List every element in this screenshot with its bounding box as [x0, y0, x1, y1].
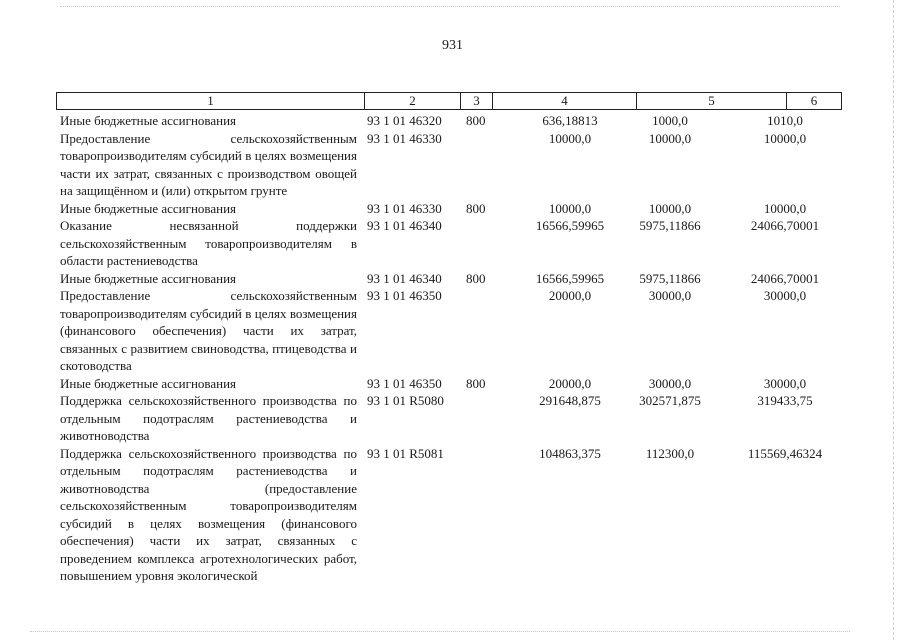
row-code: 93 1 01 46350: [367, 375, 442, 391]
row-value-col5: 1000,0: [652, 113, 688, 128]
scan-top-edge: [60, 6, 840, 7]
row-value-col6: 30000,0: [763, 288, 807, 303]
row-code: 93 1 01 46330: [367, 200, 442, 216]
row-code: 93 1 01 R5081: [367, 445, 444, 461]
row-value-col6: 30000,0: [763, 375, 807, 391]
row-name: Иные бюджетные ассигнования: [60, 200, 237, 216]
header-col-1: 1: [57, 93, 365, 109]
row-name: Предоставление сельскохозяйственным товаропроизводителям субсидий в целях возмещения части их затрат, связанных с производством овощей на защищённом и (или) открытом грунте: [60, 130, 357, 198]
header-col-3: 3: [461, 93, 493, 109]
row-name: Иные бюджетные ассигнования: [60, 113, 237, 128]
table-row: [60, 130, 840, 200]
row-value-col6: 319433,75: [757, 393, 813, 408]
row-value-col6: 10000,0: [763, 130, 807, 146]
row-value-col6: 24066,70001: [750, 270, 820, 286]
row-value-col4: 291648,875: [539, 393, 601, 408]
row-value-col6: 1010,0: [767, 113, 803, 128]
row-value-col5: 10000,0: [648, 200, 692, 216]
row-code: 93 1 01 46350: [367, 288, 442, 303]
row-name: Поддержка сельскохозяйственного производства по отдельным подотраслям растениеводства и животноводства (предоставление сельскохозяйственным товаропроизводителям субсидий в целях возмещения (финансового обеспечения) части их затрат, связанных с проведением комплекса агротехнологических работ, повышением уровня экологической: [60, 445, 357, 583]
row-name: Иные бюджетные ассигнования: [60, 270, 237, 286]
row-value-col4: 10000,0: [548, 200, 592, 216]
row-code: 93 1 01 46340: [367, 218, 442, 233]
row-value-col5: 5975,11866: [639, 218, 701, 233]
header-col-6: 6: [810, 93, 818, 108]
table-row: [60, 217, 840, 270]
table-row: [60, 287, 840, 375]
row-expense-type: 800: [466, 375, 486, 391]
row-value-col5: 302571,875: [639, 393, 701, 408]
row-code: 93 1 01 46320: [367, 113, 442, 128]
header-col-2: 2: [365, 93, 461, 109]
row-value-col4: 20000,0: [548, 288, 592, 303]
row-value-col5: 5975,11866: [639, 270, 701, 286]
table-body: [60, 112, 840, 585]
table-row: [60, 445, 840, 585]
table-header: [56, 92, 842, 110]
scan-right-edge: [893, 0, 894, 640]
table-row: [60, 375, 840, 393]
row-value-col6: 10000,0: [763, 200, 807, 216]
header-col-5: 5: [637, 93, 787, 109]
page-number: 931: [442, 38, 463, 53]
row-value-col4: 10000,0: [548, 130, 592, 146]
table-row: [60, 112, 840, 130]
row-code: 93 1 01 46340: [367, 270, 442, 286]
row-name: Предоставление сельскохозяйственным товаропроизводителям субсидий в целях возмещения (финансового обеспечения) части их затрат, связанных с развитием свиноводства, птицеводства и скотоводства: [60, 288, 357, 373]
row-value-col4: 104863,375: [539, 445, 601, 461]
row-value-col4: 16566,59965: [535, 218, 605, 233]
table-row: [60, 270, 840, 288]
header-col-4: 4: [493, 93, 637, 109]
scan-bottom-edge: [30, 631, 850, 632]
row-value-col6: 115569,46324: [747, 445, 823, 461]
row-name: Поддержка сельскохозяйственного производства по отдельным подотраслям растениеводства и животноводства: [60, 393, 357, 443]
row-value-col4: 20000,0: [548, 375, 592, 391]
row-code: 93 1 01 R5080: [367, 393, 444, 408]
row-value-col4: 636,18813: [542, 113, 598, 128]
row-value-col5: 10000,0: [648, 130, 692, 146]
table-row: [60, 200, 840, 218]
row-code: 93 1 01 46330: [367, 130, 442, 146]
row-value-col5: 112300,0: [645, 445, 695, 461]
table-row: [60, 392, 840, 445]
row-value-col6: 24066,70001: [750, 218, 820, 233]
row-expense-type: 800: [466, 200, 486, 216]
row-name: Иные бюджетные ассигнования: [60, 375, 237, 391]
row-value-col5: 30000,0: [648, 375, 692, 391]
row-expense-type: 800: [466, 270, 486, 286]
row-value-col5: 30000,0: [648, 288, 692, 303]
row-expense-type: 800: [466, 113, 486, 128]
row-value-col4: 16566,59965: [535, 270, 605, 286]
row-name: Оказание несвязанной поддержки сельскохозяйственным товаропроизводителям в области растениеводства: [60, 218, 357, 268]
